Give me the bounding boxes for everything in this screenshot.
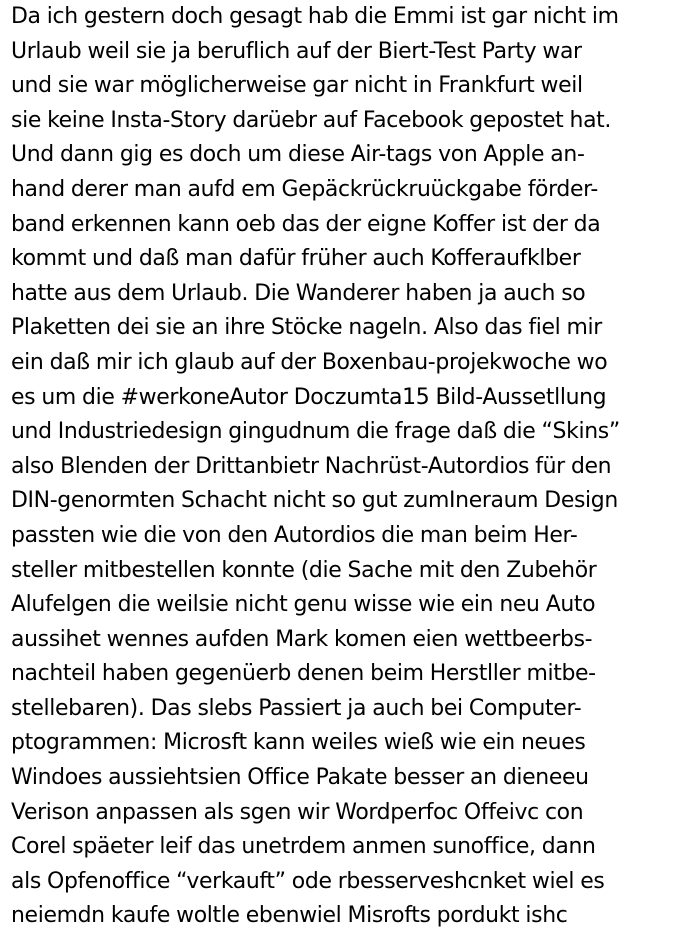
text-line: hand derer man aufd em Gepäckrückruückgabe förder-	[11, 176, 598, 202]
text-line: kommt und daß man dafür früher auch Kofferaufklber	[11, 246, 581, 272]
text-line: neiemdn kaufe woltle ebenwiel Misrofts pordukt ishc	[11, 903, 568, 929]
text-line: und Industriedesign gingudnum die frage daß die “Skins”	[11, 419, 620, 445]
text-line: passten wie die von den Autordios die man beim Her-	[11, 522, 578, 548]
text-line: nachteil haben gegenüerb denen beim Herstller mitbe-	[11, 661, 596, 687]
text-line: Da ich gestern doch gesagt hab die Emmi ist gar nicht im	[11, 4, 619, 29]
text-line: also Blenden der Drittanbietr Nachrüst-Autordios für den	[11, 453, 612, 479]
text-line: Alufelgen die weilsie nicht genu wisse wie ein neu Auto	[11, 592, 596, 618]
text-line: Corel späeter leif das unetrdem anmen sunoffice, dann	[11, 834, 596, 860]
text-line: Plaketten dei sie an ihre Stöcke nageln. Also das fiel mir	[11, 315, 602, 341]
text-line: ein daß mir ich glaub auf der Boxenbau-projekwoche wo	[11, 349, 608, 375]
body-text	[11, 0, 681, 934]
text-line: hatte aus dem Urlaub. Die Wanderer haben ja auch so	[11, 280, 586, 306]
text-line: es um die #werkoneAutor Doczumta15 Bild-Aussetllung	[11, 384, 607, 410]
text-line: Windoes aussiehtsien Office Pakate besser an dieneeu	[11, 765, 589, 791]
text-line: und sie war möglicherweise gar nicht in Frankfurt weil	[11, 73, 583, 99]
text-line: band erkennen kann oeb das der eigne Koffer ist der da	[11, 211, 601, 237]
text-line: stellebaren). Das slebs Passiert ja auch bei Computer-	[11, 695, 582, 721]
text-line: als Opfenoffice “verkauft” ode rbesserveshcnket wiel es	[11, 868, 605, 894]
text-line: Und dann gig es doch um diese Air-tags von Apple an-	[11, 142, 585, 168]
text-line: DIN-genormten Schacht nicht so gut zumIneraum Design	[11, 488, 618, 514]
text-line: steller mitbestellen konnte (die Sache mit den Zubehör	[11, 557, 597, 583]
text-line: Verison anpassen als sgen wir Wordperfoc Offeivc con	[11, 799, 584, 825]
text-line: sie keine Insta-Story darüebr auf Facebook gepostet hat.	[11, 107, 612, 133]
text-line: ptogrammen: Microsft kann weiles wieß wie ein neues	[11, 730, 586, 756]
text-line: Urlaub weil sie ja beruflich auf der Biert-Test Party war	[11, 38, 582, 64]
text-line: aussihet wennes aufden Mark komen eien wettbeerbs-	[11, 626, 593, 652]
